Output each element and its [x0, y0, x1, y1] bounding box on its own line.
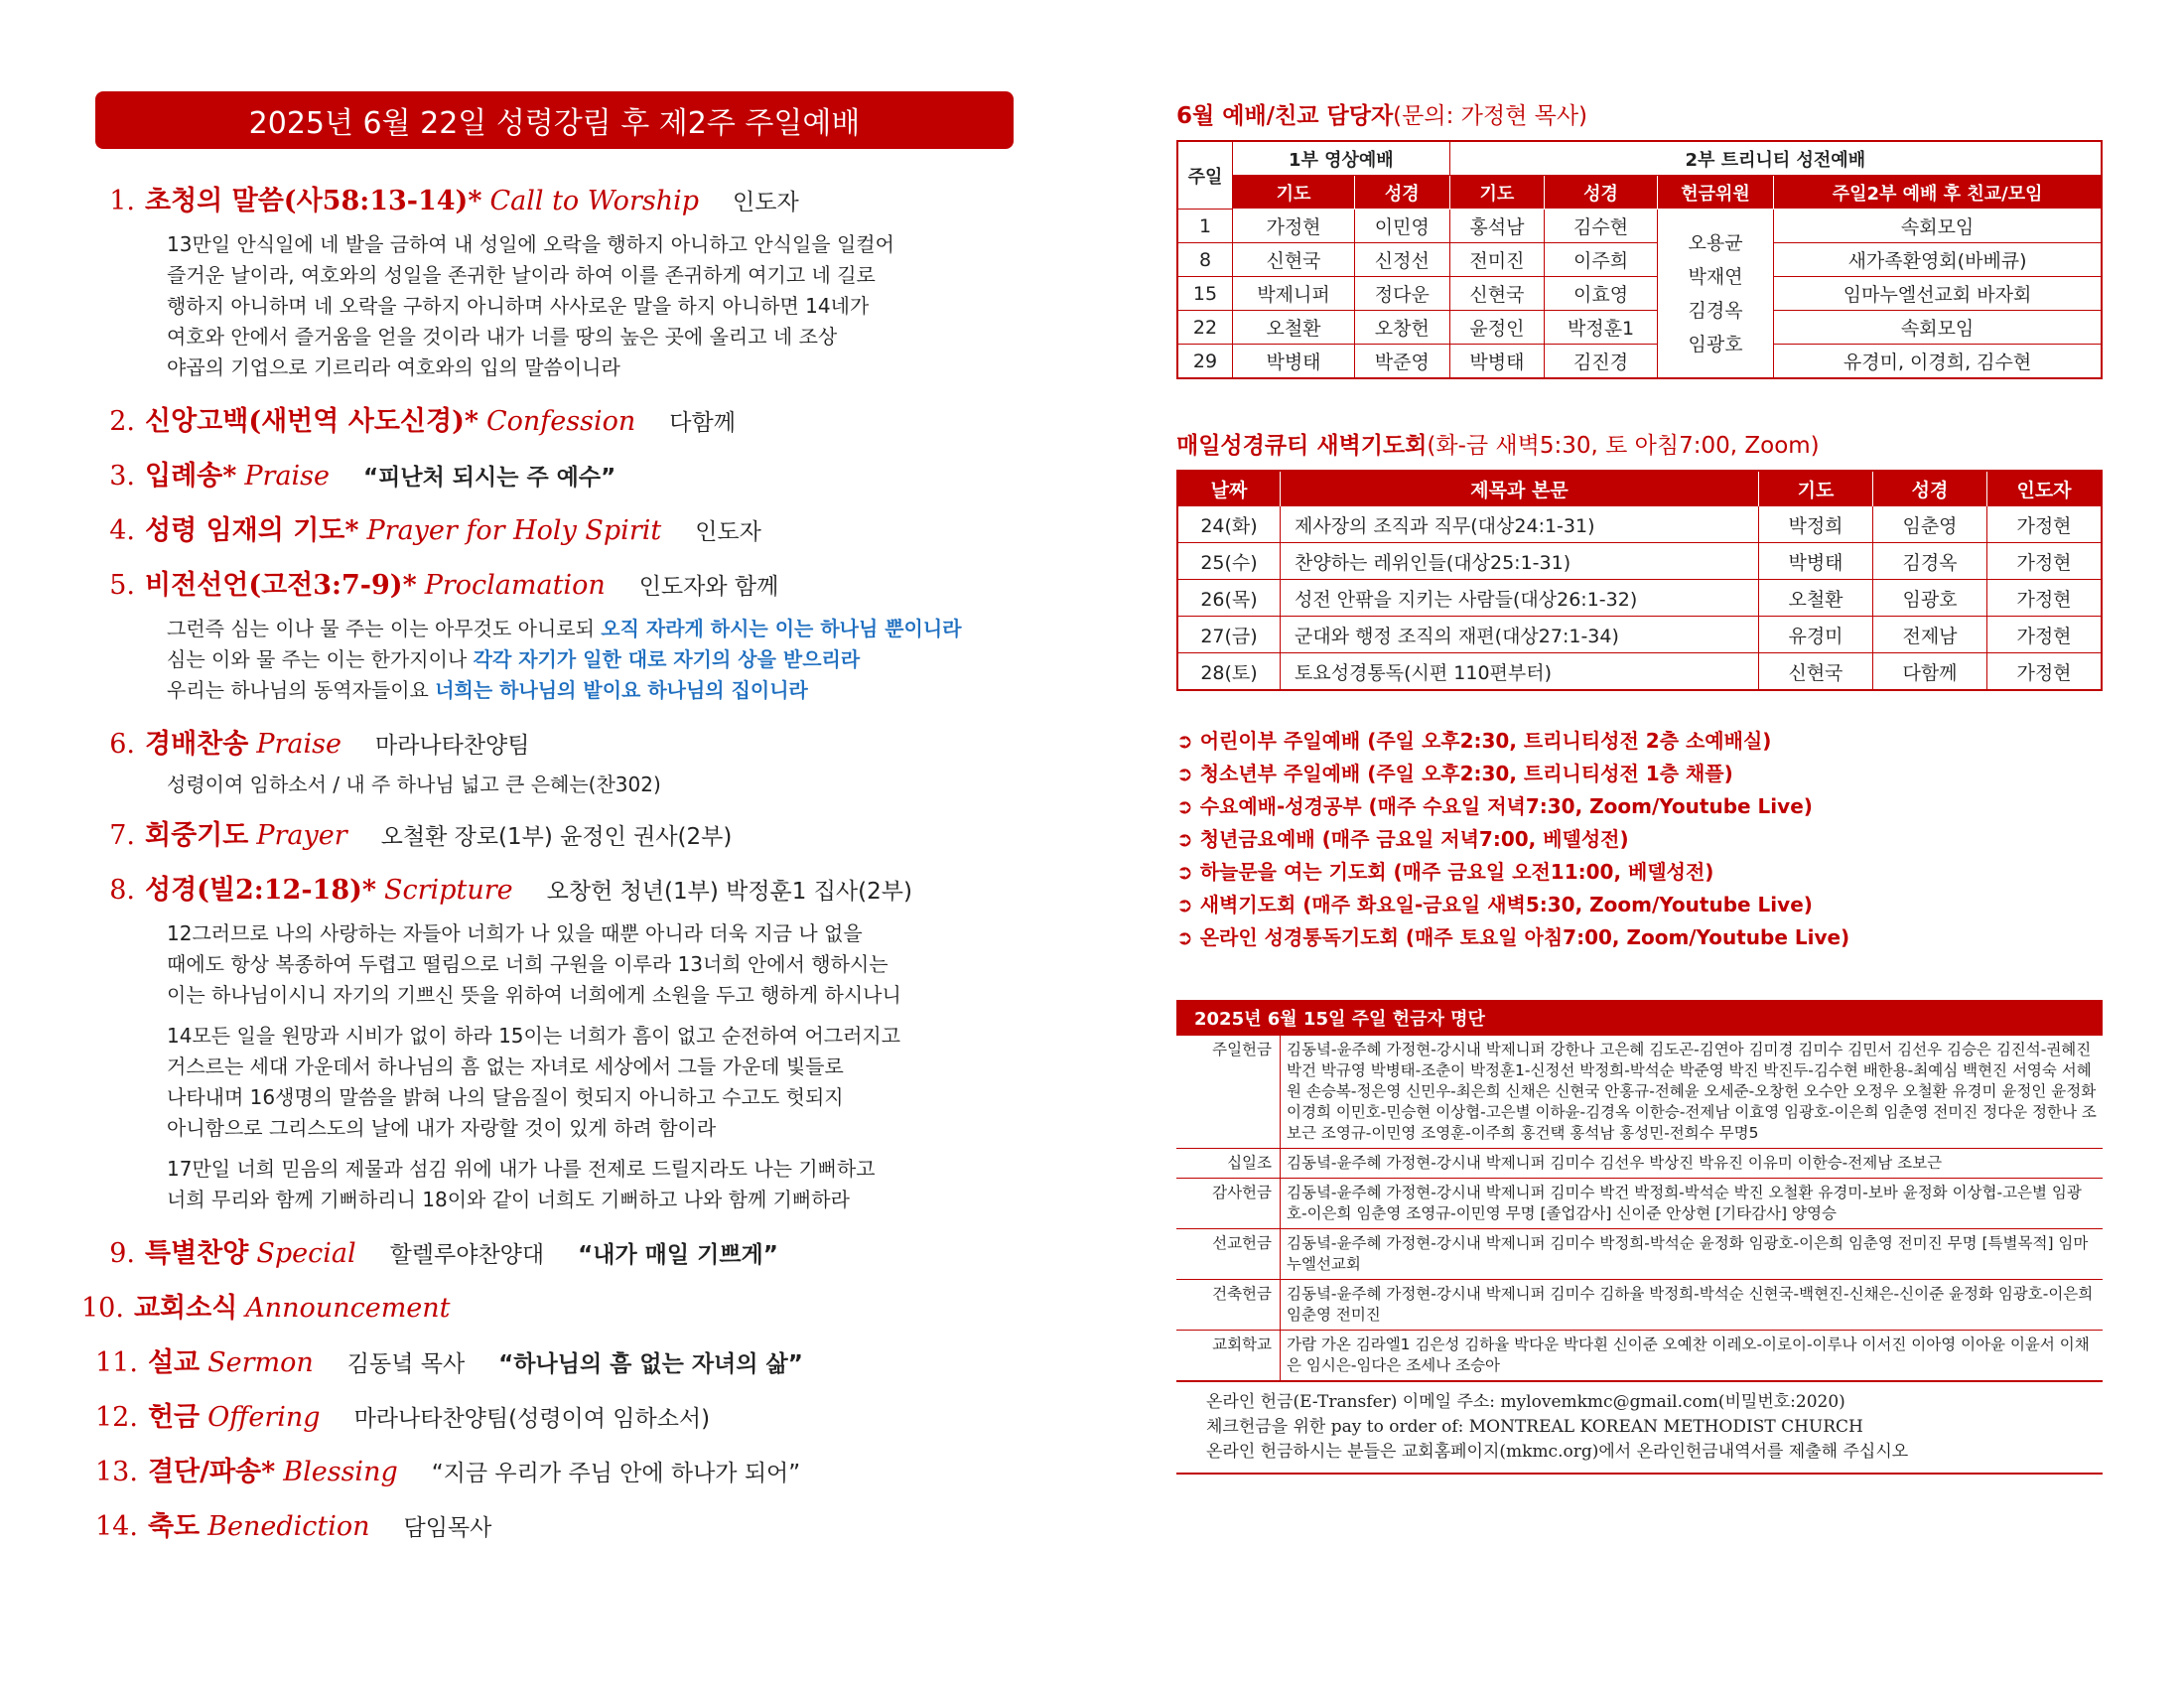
- item-title-ko: 회중기도: [145, 820, 249, 851]
- item-leader: 다함께: [669, 410, 736, 436]
- item-title-ko: 성경(빌2:12-18)*: [145, 875, 377, 906]
- duty-subheader: 성경: [1545, 176, 1658, 210]
- passage-line: 나타내며 16생명의 말씀을 밝혀 나의 달음질이 헛되지 아니하고 수고도 헛되지: [167, 1085, 844, 1109]
- worship-items: [81, 179, 1014, 1543]
- online-line: 체크헌금을 위한 pay to order of: MONTREAL KOREAN METHODIST CHURCH: [1206, 1417, 1863, 1437]
- vision-line: [167, 675, 1014, 706]
- online-line: 온라인 헌금(E-Transfer) 이메일 주소: mylovemkmc@gmail.com(비밀번호:2020): [1206, 1392, 1845, 1412]
- item-title-en: Offering: [207, 1402, 321, 1433]
- order-of-worship: [81, 91, 1014, 1543]
- passage-line: 행하지 아니하며 네 오락을 구하지 아니하며 사사로운 말을 하지 아니하면 14네가: [167, 294, 870, 318]
- passage-line: 12그러므로 나의 사랑하는 자들아 너희가 나 있을 때뿐 아니라 더욱 지금 나 없을: [167, 921, 863, 945]
- qt-cell: 전제남: [1873, 617, 1987, 653]
- duty-cell: 전미진: [1449, 243, 1545, 277]
- item-leader: 오창헌 청년(1부) 박정훈1 집사(2부): [546, 879, 912, 905]
- duty-title-note: (문의: 가정현 목사): [1393, 103, 1588, 129]
- duty-row: [1177, 210, 2102, 243]
- worship-item: [95, 508, 1014, 547]
- item-title-ko: 축도: [147, 1511, 201, 1542]
- item-title-ko: 헌금: [147, 1402, 201, 1433]
- qt-cell: 토요성경통독(시편 110편부터): [1281, 653, 1759, 691]
- duty-cell: 박병태: [1449, 345, 1545, 379]
- vision-plain: 그런즉 심는 이나 물 주는 이는 아무것도 아니로되: [167, 617, 602, 640]
- item-leader: 김동녘 목사: [346, 1351, 466, 1377]
- donor-table: [1176, 1036, 2103, 1382]
- donor-category: 주일헌금: [1176, 1036, 1281, 1149]
- qt-cell: 찬양하는 레위인들(대상25:1-31): [1281, 543, 1759, 580]
- donor-row: [1176, 1036, 2103, 1149]
- qt-cell: 26(목): [1177, 580, 1281, 617]
- offering-member: 김경옥: [1688, 299, 1743, 322]
- vision-highlight: 각각 자기가 일한 대로 자기의 상을 받으리라: [473, 647, 861, 671]
- vision-plain: 심는 이와 물 주는 이는 한가지이나: [167, 647, 474, 671]
- passage-line: 때에도 항상 복종하여 두렵고 떨림으로 너희 구원을 이루라 13너희 안에서 행하시는: [167, 952, 888, 976]
- worship-item: [95, 1340, 1014, 1379]
- duty-subheader: 주일2부 예배 후 친교/모임: [1774, 176, 2102, 210]
- qt-cell: 27(금): [1177, 617, 1281, 653]
- offering-member: 박재연: [1688, 265, 1743, 288]
- duty-cell: 29: [1177, 345, 1233, 379]
- qt-header: 제목과 본문: [1281, 471, 1759, 506]
- item-title-en: Blessing: [283, 1457, 398, 1487]
- item-extra: “내가 매일 기쁘게”: [578, 1242, 778, 1268]
- item-leader: 담임목사: [403, 1515, 492, 1541]
- qt-row: [1177, 653, 2102, 691]
- schedule-item: ➲ 온라인 성경통독기도회 (매주 토요일 아침7:00, Zoom/Youtube Live): [1176, 925, 1850, 949]
- online-offering-info: [1176, 1382, 2103, 1475]
- call-passage: [167, 229, 1014, 383]
- qt-header: 인도자: [1987, 471, 2103, 506]
- donor-category: 십일조: [1176, 1149, 1281, 1179]
- duty-cell: 김수현: [1545, 210, 1658, 243]
- offering-member: 임광호: [1688, 333, 1743, 355]
- qt-cell: 25(수): [1177, 543, 1281, 580]
- qt-title-text: 매일성경큐티 새벽기도회: [1176, 433, 1428, 459]
- qt-cell: 24(화): [1177, 506, 1281, 543]
- qt-cell: 가정현: [1987, 580, 2103, 617]
- qt-cell: 가정현: [1987, 653, 2103, 691]
- qt-cell: 제사장의 조직과 직무(대상24:1-31): [1281, 506, 1759, 543]
- schedule-item: ➲ 하늘문을 여는 기도회 (매주 금요일 오전11:00, 베델성전): [1176, 860, 1714, 884]
- item-leader: 마라나타찬양팀: [374, 733, 530, 759]
- qt-cell: 오철환: [1759, 580, 1873, 617]
- donor-names: 김동녘-윤주혜 가정현-강시내 박제니퍼 김미수 박건 박정희-박석순 박진 오철환 유경미-보바 윤정화 이상협-고은별 임광호-이은희 임춘영 조영규-이민영 무명 [졸업감사] 신이준 안상현 [기타감사] 양영승: [1281, 1179, 2104, 1229]
- hymn-list: 성령이여 임하소서 / 내 주 하나님 넓고 큰 은혜는(찬302): [167, 773, 661, 796]
- qt-cell: 다함께: [1873, 653, 1987, 691]
- schedule-item: ➲ 청년금요예배 (매주 금요일 저녁7:00, 베델성전): [1176, 827, 1629, 851]
- worship-title-text: 2025년 6월 22일 성령강림 후 제2주 주일예배: [248, 106, 861, 141]
- qt-cell: 28(토): [1177, 653, 1281, 691]
- schedule-item: ➲ 수요예배-성경공부 (매주 수요일 저녁7:30, Zoom/Youtube Live): [1176, 794, 1813, 818]
- donor-names: 김동녘-윤주혜 가정현-강시내 박제니퍼 김미수 박정희-박석순 윤정화 임광호-이은희 임춘영 전미진 무명 [특별목적] 임마누엘선교회: [1281, 1229, 2104, 1280]
- item-number: 3.: [109, 461, 135, 492]
- item-title-en: Announcement: [245, 1293, 451, 1324]
- vision-highlight: 너희는 하나님의 밭이요 하나님의 집이니라: [435, 678, 808, 702]
- duty-cell: 이민영: [1355, 210, 1450, 243]
- qt-cell: 가정현: [1987, 543, 2103, 580]
- scripture-passage: [167, 918, 1014, 1215]
- donor-title: 2025년 6월 15일 주일 헌금자 명단: [1176, 1000, 2103, 1036]
- item-leader: “지금 우리가 주님 안에 하나가 되어”: [431, 1461, 801, 1486]
- duty-cell: 가정현: [1233, 210, 1355, 243]
- duty-row: [1177, 345, 2102, 379]
- group1-header: 1부 영상예배: [1233, 141, 1450, 176]
- duty-row: [1177, 243, 2102, 277]
- item-leader: 오철환 장로(1부) 윤정인 권사(2부): [380, 824, 733, 850]
- qt-header: 기도: [1759, 471, 1873, 506]
- duty-row: [1177, 311, 2102, 345]
- worship-item: [95, 563, 1014, 602]
- fellowship-cell: 새가족환영회(바베큐): [1774, 243, 2102, 277]
- donor-category: 선교헌금: [1176, 1229, 1281, 1280]
- donor-row: [1176, 1179, 2103, 1229]
- item-leader: 인도자와 함께: [638, 574, 779, 600]
- passage-line: 14모든 일을 원망과 시비가 없이 하라 15이는 너희가 흠이 없고 순전하여 어그러지고: [167, 1024, 901, 1048]
- passage-line: 아니함으로 그리스도의 날에 내가 자랑할 것이 있게 하려 함이라: [167, 1116, 717, 1140]
- schedule-item: ➲ 새벽기도회 (매주 화요일-금요일 새벽5:30, Zoom/Youtube Live): [1176, 893, 1813, 916]
- item-title-en: Proclamation: [424, 570, 606, 601]
- duty-table: [1176, 140, 2103, 379]
- qt-row: [1177, 580, 2102, 617]
- item-leader: 할렐루야찬양대: [389, 1242, 545, 1268]
- duty-cell: 오창헌: [1355, 311, 1450, 345]
- donor-category: 감사헌금: [1176, 1179, 1281, 1229]
- duty-cell: 15: [1177, 277, 1233, 311]
- qt-cell: 박병태: [1759, 543, 1873, 580]
- passage-line: 거스르는 세대 가운데서 하나님의 흠 없는 자녀로 세상에서 그들 가운데 빛들로: [167, 1055, 844, 1078]
- donor-category: 건축헌금: [1176, 1280, 1281, 1331]
- item-title-en: Praise: [244, 461, 331, 492]
- item-extra: “하나님의 흠 없는 자녀의 삶”: [498, 1351, 803, 1377]
- donor-names: 김동녘-윤주혜 가정현-강시내 박제니퍼 김미수 김하율 박정희-박석순 신현국-백현진-신채은-신이준 윤정화 임광호-이은희 임춘영 전미진: [1281, 1280, 2104, 1331]
- item-title-ko: 신앙고백(새번역 사도신경)*: [145, 406, 478, 437]
- donor-names: 김동녘-윤주혜 가정현-강시내 박제니퍼 강한나 고은혜 김도곤-김연아 김미경 김미수 김민서 김선우 김승은 김진석-권혜진 박건 박규영 박병태-조춘이 박정훈1-신정선 박정희-박석순 박준영 박진 박진두-김수현 배한용-최예심 백현진 서영숙 서혜원 손승복-정은영 신민우-최은희 신채은 신현국 안홍규-전혜윤 오세준-오창헌 오수안 오정우 오철환 유경미 윤정인 윤정화 이경희 이민호-민승현 이상협-고은별 이하윤-김경옥 이한승-전제남 이효영 임광호-이은희 임춘영 전미진 정다운 정한나 조보근 조영규-이민영 조영훈-이주희 홍건택 홍석남 홍성민-전희수 무명5: [1281, 1036, 2104, 1149]
- duty-title-text: 6월 예배/친교 담당자: [1176, 103, 1394, 129]
- item-number: 6.: [109, 729, 135, 760]
- duty-cell: 신현국: [1449, 277, 1545, 311]
- duty-subheader: 기도: [1233, 176, 1355, 210]
- qt-header: 성경: [1873, 471, 1987, 506]
- vision-text: [167, 614, 1014, 706]
- duty-cell: 홍석남: [1449, 210, 1545, 243]
- duty-cell: 윤정인: [1449, 311, 1545, 345]
- qt-cell: 성전 안팎을 지키는 사람들(대상26:1-32): [1281, 580, 1759, 617]
- fellowship-cell: 유경미, 이경희, 김수현: [1774, 345, 2102, 379]
- donor-category: 교회학교: [1176, 1331, 1281, 1382]
- item-title-ko: 교회소식: [133, 1293, 238, 1324]
- item-leader: 인도자: [695, 519, 761, 545]
- item-title-en: Confession: [485, 406, 636, 437]
- item-title-ko: 결단/파송*: [147, 1457, 276, 1487]
- duty-cell: 김진경: [1545, 345, 1658, 379]
- item-title-en: Special: [256, 1238, 356, 1269]
- duty-subheader: 기도: [1449, 176, 1545, 210]
- donor-row: [1176, 1229, 2103, 1280]
- duty-cell: 정다운: [1355, 277, 1450, 311]
- item-title-ko: 경배찬송: [145, 729, 249, 760]
- qt-cell: 유경미: [1759, 617, 1873, 653]
- offering-team-cell: [1657, 210, 1773, 379]
- worship-item: [95, 179, 1014, 217]
- fellowship-cell: 속회모임: [1774, 210, 2102, 243]
- passage-line: 너희 무리와 함께 기뻐하리니 18이와 같이 너희도 기뻐하고 나와 함께 기뻐하라: [167, 1188, 850, 1211]
- duty-subheader: 헌금위원: [1657, 176, 1773, 210]
- donor-row: [1176, 1149, 2103, 1179]
- passage-line: 여호와 안에서 즐거움을 얻을 것이라 내가 너를 땅의 높은 곳에 올리고 네 조상: [167, 325, 838, 349]
- announcements-column: [1176, 97, 2103, 1475]
- item-title-ko: 특별찬양: [145, 1238, 249, 1269]
- item-title-ko: 설교: [147, 1347, 201, 1378]
- item-title-ko: 성령 임재의 기도*: [145, 515, 359, 546]
- passage-line: 17만일 너희 믿음의 제물과 섬김 위에 내가 나를 전제로 드릴지라도 나는 기뻐하고: [167, 1157, 876, 1181]
- passage-line: 야곱의 기업으로 기르리라 여호와의 입의 말씀이니라: [167, 355, 620, 379]
- item-number: 13.: [95, 1457, 138, 1487]
- donor-names: 가람 가온 김라엘1 김은성 김하율 박다운 박다흰 신이준 오예찬 이레오-이로이-이루나 이서진 이아영 이아윤 이윤서 이채은 임시은-임다은 조세나 조승아: [1287, 1336, 2090, 1374]
- duty-cell: 이효영: [1545, 277, 1658, 311]
- worship-item: [95, 1504, 1014, 1543]
- worship-item: [95, 1395, 1014, 1434]
- item-number: 1.: [109, 186, 135, 216]
- group2-header: 2부 트리니티 성전예배: [1449, 141, 2102, 176]
- vision-line: [167, 644, 1014, 675]
- item-title-en: Sermon: [207, 1347, 314, 1378]
- duty-cell: 8: [1177, 243, 1233, 277]
- qt-cell: 임춘영: [1873, 506, 1987, 543]
- online-line: 온라인 헌금하시는 분들은 교회홈페이지(mkmc.org)에서 온라인헌금내역서를 제출해 주십시오: [1206, 1442, 1909, 1462]
- item-number: 10.: [81, 1293, 124, 1324]
- item-title-ko: 비전선언(고전3:7-9)*: [145, 570, 417, 601]
- item-title-en: Call to Worship: [489, 186, 700, 216]
- scripture-paragraph: [167, 1154, 1014, 1215]
- qt-row: [1177, 543, 2102, 580]
- qt-cell: 가정현: [1987, 617, 2103, 653]
- item-number: 7.: [109, 820, 135, 851]
- item-title-en: Scripture: [384, 875, 513, 906]
- item-leader: “피난처 되시는 주 예수”: [363, 465, 616, 491]
- passage-line: 이는 하나님이시니 자기의 기쁘신 뜻을 위하여 너희에게 소원을 두고 행하게 하시나니: [167, 983, 901, 1007]
- item-title-en: Benediction: [207, 1511, 370, 1542]
- duty-row: [1177, 277, 2102, 311]
- donor-names: 김동녘-윤주혜 가정현-강시내 박제니퍼 김미수 김선우 박상진 박유진 이유미 이한승-전제남 조보근: [1281, 1149, 2104, 1179]
- passage-line: 즐거운 날이라, 여호와의 성일을 존귀한 날이라 하여 이를 존귀하게 여기고 네 길로: [167, 263, 876, 287]
- fellowship-cell: 속회모임: [1774, 311, 2102, 345]
- donor-row: [1176, 1280, 2103, 1331]
- item-number: 12.: [95, 1402, 138, 1433]
- duty-cell: 박준영: [1355, 345, 1450, 379]
- qt-title: [1176, 427, 2103, 460]
- passage-line: 13만일 안식일에 네 발을 금하여 내 성일에 오락을 행하지 아니하고 안식일을 일컬어: [167, 232, 894, 256]
- worship-item: [81, 1286, 1014, 1325]
- qt-cell: 군대와 행정 조직의 재편(대상27:1-34): [1281, 617, 1759, 653]
- duty-cell: 신정선: [1355, 243, 1450, 277]
- duty-cell: 오철환: [1233, 311, 1355, 345]
- item-title-en: Prayer: [256, 820, 347, 851]
- qt-cell: 임광호: [1873, 580, 1987, 617]
- worship-item: [95, 868, 1014, 907]
- offering-member: 오용균: [1688, 231, 1743, 254]
- qt-header: 날짜: [1177, 471, 1281, 506]
- item-leader: 인도자: [733, 190, 799, 215]
- qt-table: [1176, 470, 2103, 691]
- scripture-paragraph: [167, 1021, 1014, 1144]
- item-number: 8.: [109, 875, 135, 906]
- scripture-paragraph: [167, 918, 1014, 1011]
- qt-row: [1177, 617, 2102, 653]
- duty-cell: 박정훈1: [1545, 311, 1658, 345]
- donor-row: [1176, 1331, 2103, 1382]
- vision-line: [167, 614, 1014, 644]
- qt-cell: 김경옥: [1873, 543, 1987, 580]
- qt-title-note: (화-금 새벽5:30, 토 아침7:00, Zoom): [1427, 433, 1820, 459]
- duty-cell: 22: [1177, 311, 1233, 345]
- worship-item: [95, 813, 1014, 852]
- item-number: 11.: [95, 1347, 138, 1378]
- item-leader: 마라나타찬양팀(성령이여 임하소서): [353, 1406, 711, 1432]
- duty-subheader: 성경: [1355, 176, 1450, 210]
- item-number: 14.: [95, 1511, 138, 1542]
- schedule-item: ➲ 청소년부 주일예배 (주일 오후2:30, 트리니티성전 1층 채플): [1176, 762, 1733, 785]
- worship-item: [95, 1450, 1014, 1488]
- item-number: 9.: [109, 1238, 135, 1269]
- worship-item: [95, 722, 1014, 761]
- qt-cell: 가정현: [1987, 506, 2103, 543]
- item-number: 5.: [109, 570, 135, 601]
- qt-cell: 박정희: [1759, 506, 1873, 543]
- col-week: 주일: [1177, 141, 1233, 210]
- qt-row: [1177, 506, 2102, 543]
- worship-title: [95, 91, 1014, 149]
- duty-cell: 박제니퍼: [1233, 277, 1355, 311]
- item-number: 2.: [109, 406, 135, 437]
- vision-plain: 우리는 하나님의 동역자들이요: [167, 678, 436, 702]
- duty-cell: 신현국: [1233, 243, 1355, 277]
- item-title-en: Praise: [256, 729, 341, 760]
- schedule-list: [1176, 725, 2103, 954]
- duty-cell: 1: [1177, 210, 1233, 243]
- qt-cell: 신현국: [1759, 653, 1873, 691]
- fellowship-cell: 임마누엘선교회 바자회: [1774, 277, 2102, 311]
- schedule-item: ➲ 어린이부 주일예배 (주일 오후2:30, 트리니티성전 2층 소예배실): [1176, 729, 1772, 753]
- duty-cell: 이주희: [1545, 243, 1658, 277]
- vision-highlight: 오직 자라게 하시는 이는 하나님 뿐이니라: [601, 617, 962, 640]
- item-number: 4.: [109, 515, 135, 546]
- worship-item: [95, 1231, 1014, 1270]
- item-title-ko: 입례송*: [145, 461, 237, 492]
- worship-item: [95, 454, 1014, 492]
- duty-cell: 박병태: [1233, 345, 1355, 379]
- worship-item: [95, 399, 1014, 438]
- duty-title: [1176, 97, 2103, 130]
- item-title-ko: 초청의 말씀(사58:13-14)*: [145, 186, 482, 216]
- item-title-en: Prayer for Holy Spirit: [366, 515, 662, 546]
